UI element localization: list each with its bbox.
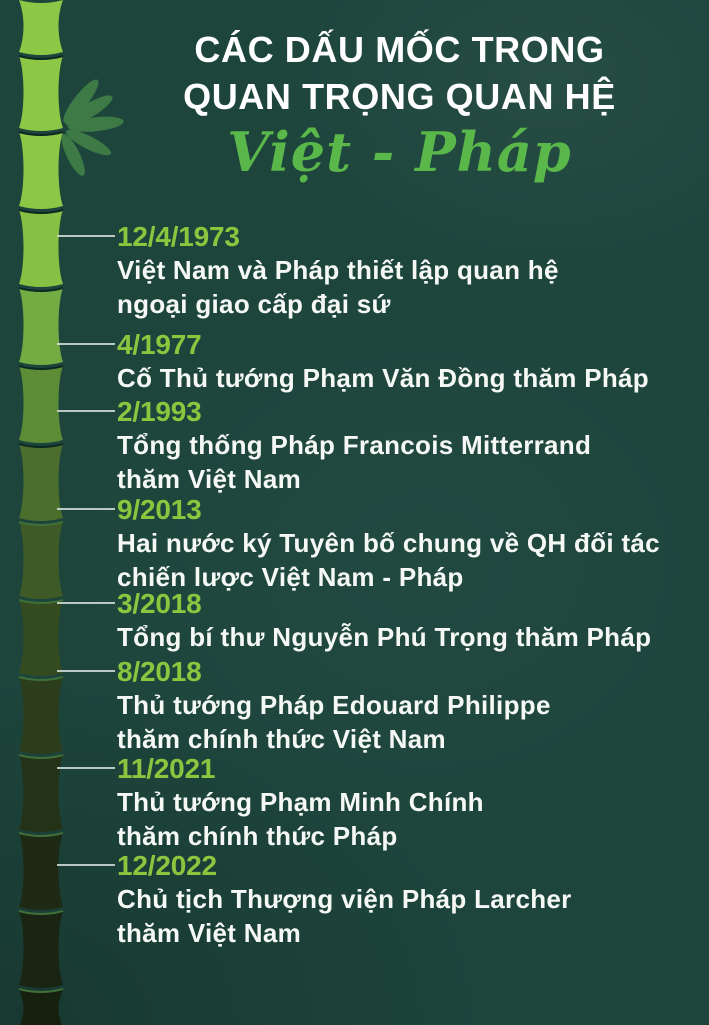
entry-text-line: thăm Việt Nam	[117, 918, 302, 948]
timeline-entry	[117, 495, 695, 594]
entry-description	[117, 785, 695, 853]
page-subtitle: Việt - Pháp	[227, 120, 572, 184]
timeline-entry	[117, 754, 695, 853]
entry-date: 12/2022	[117, 850, 217, 881]
entry-date: 11/2021	[117, 753, 216, 784]
entry-text-line: Tổng thống Pháp Francois Mitterrand	[117, 430, 592, 460]
page-title-line-2: QUAN TRỌNG QUAN HỆ	[183, 76, 616, 117]
entry-text-line: Hai nước ký Tuyên bố chung về QH đối tác	[117, 528, 660, 558]
entry-text-line: ngoại giao cấp đại sứ	[117, 289, 391, 319]
entry-description	[117, 361, 695, 395]
entry-text-line: Cố Thủ tướng Phạm Văn Đồng thăm Pháp	[117, 363, 649, 393]
entry-date: 3/2018	[117, 588, 202, 619]
timeline-entry	[117, 657, 695, 756]
entry-text-line: thăm chính thức Việt Nam	[117, 724, 446, 754]
page-title-line-1: CÁC DẤU MỐC TRONG	[194, 29, 605, 70]
entry-text-line: Thủ tướng Phạm Minh Chính	[117, 787, 484, 817]
entry-description	[117, 253, 695, 321]
timeline-entry	[117, 222, 695, 321]
entry-text-line: thăm chính thức Pháp	[117, 821, 398, 851]
header	[104, 26, 695, 182]
entry-text-line: Việt Nam và Pháp thiết lập quan hệ	[117, 255, 559, 285]
entry-text-line: thăm Việt Nam	[117, 464, 302, 494]
entry-text-line: chiến lược Việt Nam - Pháp	[117, 562, 464, 592]
entry-description	[117, 688, 695, 756]
entry-date: 4/1977	[117, 329, 202, 360]
timeline-entry	[117, 851, 695, 950]
entry-description	[117, 428, 695, 496]
entry-text-line: Chủ tịch Thượng viện Pháp Larcher	[117, 884, 572, 914]
entry-description	[117, 620, 695, 654]
entry-description	[117, 526, 695, 594]
entry-text-line: Thủ tướng Pháp Edouard Philippe	[117, 690, 551, 720]
entry-date: 2/1993	[117, 396, 202, 427]
entry-text-line: Tổng bí thư Nguyễn Phú Trọng thăm Pháp	[117, 622, 652, 652]
entry-date: 12/4/1973	[117, 221, 240, 252]
timeline-entry	[117, 330, 695, 395]
timeline-entry	[117, 589, 695, 654]
entry-date: 9/2013	[117, 494, 202, 525]
timeline-entry	[117, 397, 695, 496]
entry-date: 8/2018	[117, 656, 202, 687]
entry-description	[117, 882, 695, 950]
